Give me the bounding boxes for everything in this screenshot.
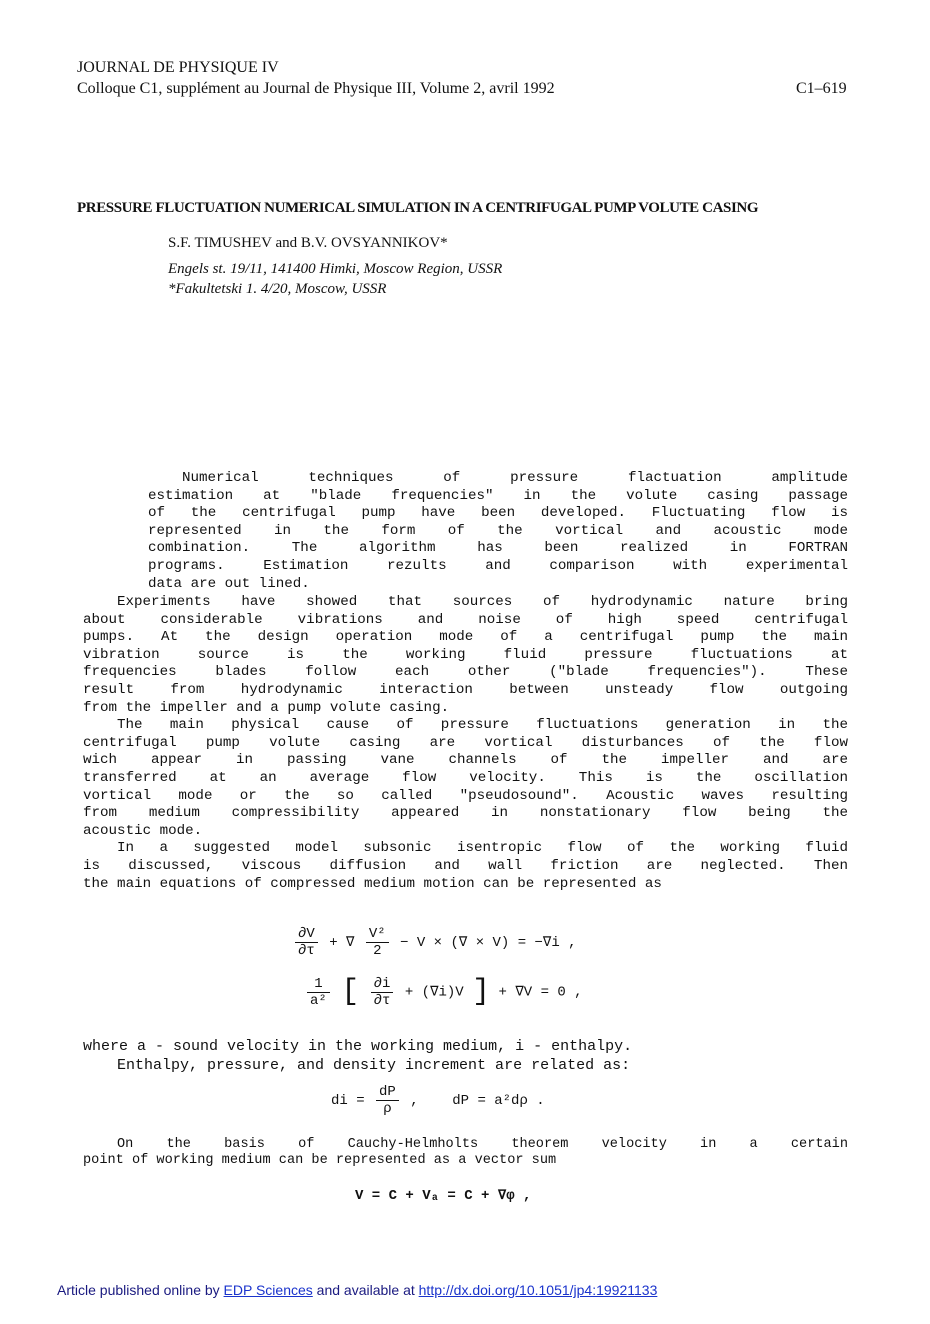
- body-line: result from hydrodynamic interaction between unsteady flow outgoing: [83, 681, 848, 698]
- fraction: [376, 1084, 399, 1117]
- affiliation-1: Engels st. 19/11, 141400 Himki, Moscow Region, USSR: [168, 261, 503, 277]
- fraction-numerator: 1: [307, 976, 330, 993]
- abstract-line: programs. Estimation rezults and comparison with experimental: [148, 557, 848, 574]
- body-line: about considerable vibrations and noise of high speed centrifugal: [83, 611, 848, 628]
- affiliation-2: *Fakultetski 1. 4/20, Moscow, USSR: [168, 281, 387, 297]
- fraction-denominator: 2: [373, 943, 382, 959]
- body-line: centrifugal pump volute casing are vortical disturbances of the flow: [83, 734, 848, 751]
- publisher-link[interactable]: EDP Sciences: [223, 1282, 313, 1298]
- paper-title: PRESSURE FLUCTUATION NUMERICAL SIMULATION IN A CENTRIFUGAL PUMP VOLUTE CASING: [77, 200, 759, 216]
- footer-middle: and available at: [316, 1282, 415, 1298]
- abstract-line: estimation at "blade frequencies" in the volute casing passage: [148, 487, 848, 504]
- equation-term: , dP = a²dρ .: [410, 1093, 545, 1110]
- fraction: [295, 926, 318, 959]
- body-line: The main physical cause of pressure fluctuations generation in the: [117, 717, 848, 734]
- basis-paragraph: [83, 1137, 848, 1169]
- fraction-denominator: ρ: [383, 1101, 392, 1117]
- doi-link[interactable]: http://dx.doi.org/10.1051/jp4:19921133: [418, 1282, 658, 1298]
- abstract-line: Numerical techniques of pressure flactuation amplitude: [182, 470, 848, 486]
- right-bracket: ]: [472, 975, 491, 1009]
- colloque-line: Colloque C1, supplément au Journal de Physique III, Volume 2, avril 1992: [77, 80, 555, 97]
- left-bracket: [: [341, 975, 360, 1009]
- abstract: [148, 470, 848, 593]
- body-line: from medium compressibility appeared in nonstationary flow being the: [83, 805, 848, 822]
- abstract-line: represented in the form of the vortical and acoustic mode: [148, 522, 848, 539]
- authors: S.F. TIMUSHEV and B.V. OVSYANNIKOV*: [168, 235, 448, 251]
- fraction: [371, 976, 394, 1009]
- body-line: vibration source is the working fluid pressure fluctuations at: [83, 646, 848, 663]
- fraction-numerator: V²: [366, 926, 389, 943]
- body-text: [83, 594, 848, 893]
- footer: [57, 1282, 657, 1298]
- fraction-denominator: ∂τ: [298, 943, 315, 959]
- body-line: pumps. At the design operation mode of a centrifugal pump the main: [83, 629, 848, 646]
- equation-term: + ∇: [329, 935, 355, 952]
- body-line: the main equations of compressed medium motion can be represented as: [83, 875, 662, 892]
- fraction-numerator: ∂i: [371, 976, 394, 993]
- fraction-numerator: dP: [376, 1084, 399, 1101]
- abstract-line: of the centrifugal pump have been developed. Fluctuating flow is: [148, 505, 848, 522]
- enthalpy-line: Enthalpy, pressure, and density increment are related as:: [117, 1057, 631, 1074]
- basis-line: On the basis of Cauchy-Helmholts theorem velocity in a certain: [117, 1137, 848, 1152]
- body-line: from the impeller and a pump volute casing.: [83, 699, 450, 716]
- basis-line: point of working medium can be represented as a vector sum: [83, 1153, 557, 1168]
- body-line: Experiments have showed that sources of hydrodynamic nature bring: [117, 594, 848, 610]
- fraction-numerator: ∂V: [295, 926, 318, 943]
- fraction: [366, 926, 389, 959]
- footer-prefix: Article published online by: [57, 1282, 220, 1298]
- page-number: C1–619: [796, 80, 847, 97]
- body-line: is discussed, viscous diffusion and wall friction are neglected. Then: [83, 857, 848, 874]
- body-line: frequencies blades follow each other ("blade frequencies"). These: [83, 664, 848, 681]
- abstract-line: data are out lined.: [148, 575, 310, 592]
- equation-term: di =: [331, 1093, 365, 1110]
- body-line: In a suggested model subsonic isentropic flow of the working fluid: [117, 840, 848, 857]
- equation-velocity-sum: V = C + Vₐ = C + ∇φ ,: [355, 1188, 532, 1204]
- journal-name: JOURNAL DE PHYSIQUE IV: [77, 59, 279, 76]
- equation-term: + (∇i)V: [404, 984, 464, 1001]
- equation-term: − V × (∇ × V) = −∇i ,: [400, 935, 577, 952]
- body-line: wich appear in passing vane channels of the impeller and are: [83, 752, 848, 769]
- equation-enthalpy: [331, 1084, 545, 1117]
- abstract-line: combination. The algorithm has been realized in FORTRAN: [148, 540, 848, 557]
- body-line: transferred at an average flow velocity. This is the oscillation: [83, 769, 848, 786]
- fraction-denominator: ∂τ: [373, 992, 391, 1009]
- equation-momentum: [292, 926, 577, 959]
- equation-term: + ∇V = 0 ,: [498, 984, 583, 1001]
- equation-continuity: [304, 975, 583, 1009]
- fraction: [307, 976, 330, 1009]
- where-line: where a - sound velocity in the working medium, i - enthalpy.: [83, 1038, 633, 1055]
- fraction-denominator: a²: [310, 992, 327, 1009]
- body-line: vortical mode or the so called "pseudosound". Acoustic waves resulting: [83, 787, 848, 804]
- body-line: acoustic mode.: [83, 822, 203, 839]
